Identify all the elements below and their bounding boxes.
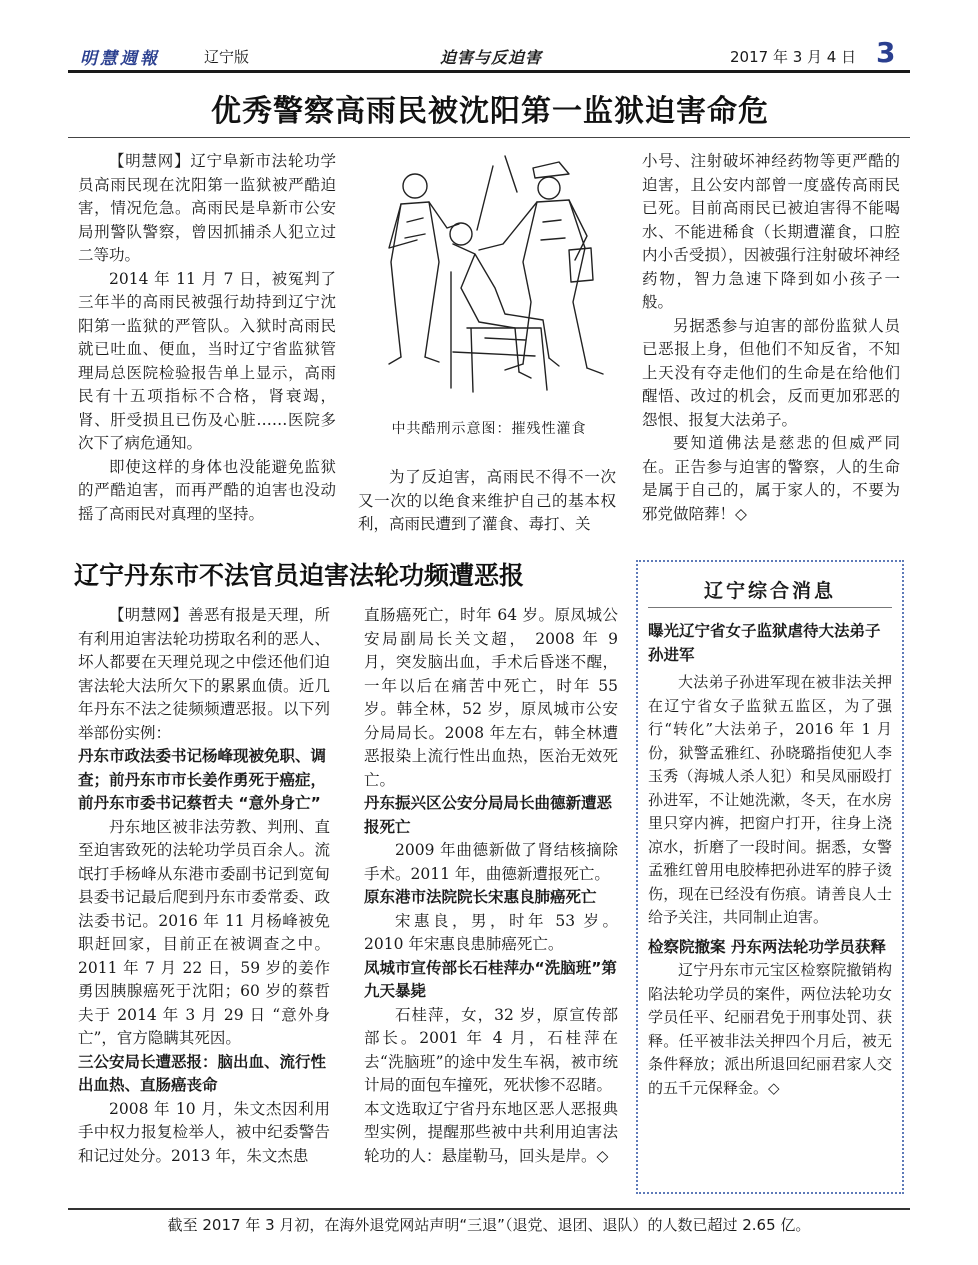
edition-label: 辽宁版: [204, 48, 250, 66]
sidebar-item1-body: 大法弟子孙进军现在被非法关押在辽宁省女子监狱五监区，为了强行“转化”大法弟子，2016 年 1 月份，狱警孟雅红、孙晓璐指使犯人李玉秀（海城人杀人犯）和吴凤丽殴打孙进军，不让她洗漱，冬天，在水房里只穿内裤，把窗户打开，往身上浇凉水，折磨了一段时间。据悉，女警孟雅红曾用电胶棒把孙进军的脖子烫伤，现在已经没有伤痕。请善良人士给予关注，共同制止迫害。: [648, 673, 892, 926]
article2-subhead-3: 丹东振兴区公安分局局长曲德新遭恶报死亡: [364, 794, 613, 836]
footer-notice: 截至 2017 年 3 月初，在海外退党网站声明“三退”（退党、退团、退队）的人数已超过 2.65 亿。: [167, 1216, 811, 1234]
sidebar-content: [648, 620, 892, 1100]
sidebar-title: 辽宁综合消息: [648, 572, 892, 608]
article2-subhead-4: 原东港市法院院长宋惠良肺癌死亡: [364, 888, 597, 906]
article1-col1-p2: 2014 年 11 月 7 日，被冤判了三年半的高雨民被强行劫持到辽宁沈阳第一监狱的严管队。入狱时高雨民就已吐血、便血，当时辽宁省监狱管理局总医院检验报告单上显示，高雨民有十五项指标不合格，肾衰竭，肾、肝受损且已伤及心脏……医院多次下了病危通知。: [78, 269, 336, 452]
article1-title: 优秀警察高雨民被沈阳第一监狱迫害命危: [211, 94, 769, 129]
article2-subhead-5: 凤城市宣传部长石桂萍办“洗脑班”第九天暴毙: [364, 958, 617, 1000]
article1-col3-p3: 要知道佛法是慈悲的但威严同在。正告参与迫害的警察，人的生命是属于自己的，属于家人的，不要为邪党做陪葬！◇: [642, 434, 900, 523]
article1-col2-p1: 为了反迫害，高雨民不得不一次又一次的以绝食来维护自己的基本权利，高雨民遭到了灌食、毒打、关: [358, 468, 616, 533]
article1-col1-p3: 即使这样的身体也没能避免监狱的严酷迫害，而再严酷的迫害也没动摇了高雨民对真理的坚持。: [78, 457, 336, 523]
section-label: 迫害与反迫害: [440, 48, 543, 67]
illustration-drawing: [355, 152, 623, 414]
article2-col1-p3: 2008 年 10 月，朱文杰因利用手中权力报复检举人，被中纪委警告和记过处分。2013 年，朱文杰患: [78, 1099, 330, 1165]
header-rule: [68, 70, 910, 73]
article2-col1: [78, 604, 330, 1168]
article1-col3-p1: 小号、注射破坏神经药物等更严酷的迫害，且公安内部曾一度盛传高雨民已死。目前高雨民已被迫害得不能喝水、不能进稀食（长期遭灌食，口腔内小舌受损），因被强行注射破坏神经药物，智力急速下降到如小孩子一般。: [642, 152, 900, 311]
article2-col2-p3: 宋惠良，男，时年 53 岁。2010 年宋惠良患肺癌死亡。: [364, 911, 618, 953]
article2-col1-p2: 丹东地区被非法劳教、判刑、直至迫害致死的法轮功学员百余人。流氓打手杨峰从东港市委副书记到宽甸县委书记最后爬到丹东市委常委、政法委书记。2016 年 11 月杨峰被免职赶回家，目前正在被调查之中。2011 年 7 月 22 日，59 岁的姜作勇因胰腺癌死于沈阳；60 岁的蔡哲夫于 2014 年 3 月 29 日 “意外身亡”，官方隐瞒其死因。: [78, 817, 330, 1047]
article2-col2-p2: 2009 年曲德新做了肾结核摘除手术。2011 年，曲德新遭报死亡。: [364, 841, 618, 883]
article1-col1: [78, 150, 336, 526]
footer-rule: [68, 1208, 910, 1210]
article1-col2-bottom: [358, 466, 616, 537]
article2-subhead-1: 丹东市政法委书记杨峰现被免职、调查；前丹东市市长姜作勇死于癌症，前丹东市委书记蔡哲夫 “意外身亡”: [78, 747, 327, 812]
sidebar-item1-title: 曝光辽宁省女子监狱虐待大法弟子孙进军: [648, 622, 881, 664]
article2-col2-p1: 直肠癌死亡，时年 64 岁。原凤城公安局副局长关文超， 2008 年 9 月，突发脑出血，手术后昏迷不醒，一年以后在痛苦中死亡，时年 55 岁。韩全林，52 岁，原凤城市公安分局局长。2008 年左右，韩全林遭恶报染上流行性出血热，医治无效死亡。: [364, 606, 618, 789]
article1-col3-p2: 另据悉参与迫害的部份监狱人员已恶报上身，但他们不知反省，不知上天没有夺走他们的生命是在给他们醒悟、改过的机会，反而更加邪恶的怨恨、报复大法弟子。: [642, 316, 900, 429]
article2-col2: [364, 604, 618, 1168]
page-number: 3: [876, 36, 896, 69]
article1-col3: [642, 150, 900, 526]
illustration-caption: 中共酷刑示意图：摧残性灌食: [391, 421, 587, 437]
article1-col1-p1: 【明慧网】辽宁阜新市法轮功学员高雨民现在沈阳第一监狱被严酷迫害，情况危急。高雨民是阜新市公安局刑警队警察，曾因抓捕杀人犯立过二等功。: [78, 152, 336, 264]
article2-subhead-2: 三公安局长遭恶报：脑出血、流行性出血热、直肠癌丧命: [78, 1052, 327, 1094]
masthead: 明慧週報: [80, 49, 160, 69]
issue-date: 2017 年 3 月 4 日: [730, 48, 857, 66]
article2-col2-p5: 本文选取辽宁省丹东地区恶人恶报典型实例，提醒那些被中共利用迫害法轮功的人：悬崖勒马，回头是岸。◇: [364, 1099, 618, 1165]
article2-intro: 【明慧网】善恶有报是天理，所有利用迫害法轮功捞取名利的恶人、坏人都要在天理兑现之中偿还他们迫害法轮大法所欠下的累累血债。近几年丹东不法之徒频频遭恶报。以下列举部份实例：: [78, 606, 330, 742]
sidebar-item2-title: 检察院撤案 丹东两法轮功学员获释: [648, 937, 886, 956]
sidebar-item2-body: 辽宁丹东市元宝区检察院撤销构陷法轮功学员的案件，两位法轮功女学员任平、纪丽君免于刑事处罚、获释。任平被非法关押四个月后，被无条件释放；派出所退回纪丽君家人交的五千元保释金。◇: [648, 961, 892, 1097]
article2-title: 辽宁丹东市不法官员迫害法轮功频遭恶报: [74, 561, 525, 590]
force-feeding-illustration: [355, 152, 623, 414]
article2-col2-p4: 石桂萍，女，32 岁，原宣传部部长。2001 年 4 月，石桂萍在去“洗脑班”的途中发生车祸，被市统计局的面包车撞死，死状惨不忍睹。: [364, 1005, 618, 1094]
article1-title-rule: [68, 137, 910, 138]
